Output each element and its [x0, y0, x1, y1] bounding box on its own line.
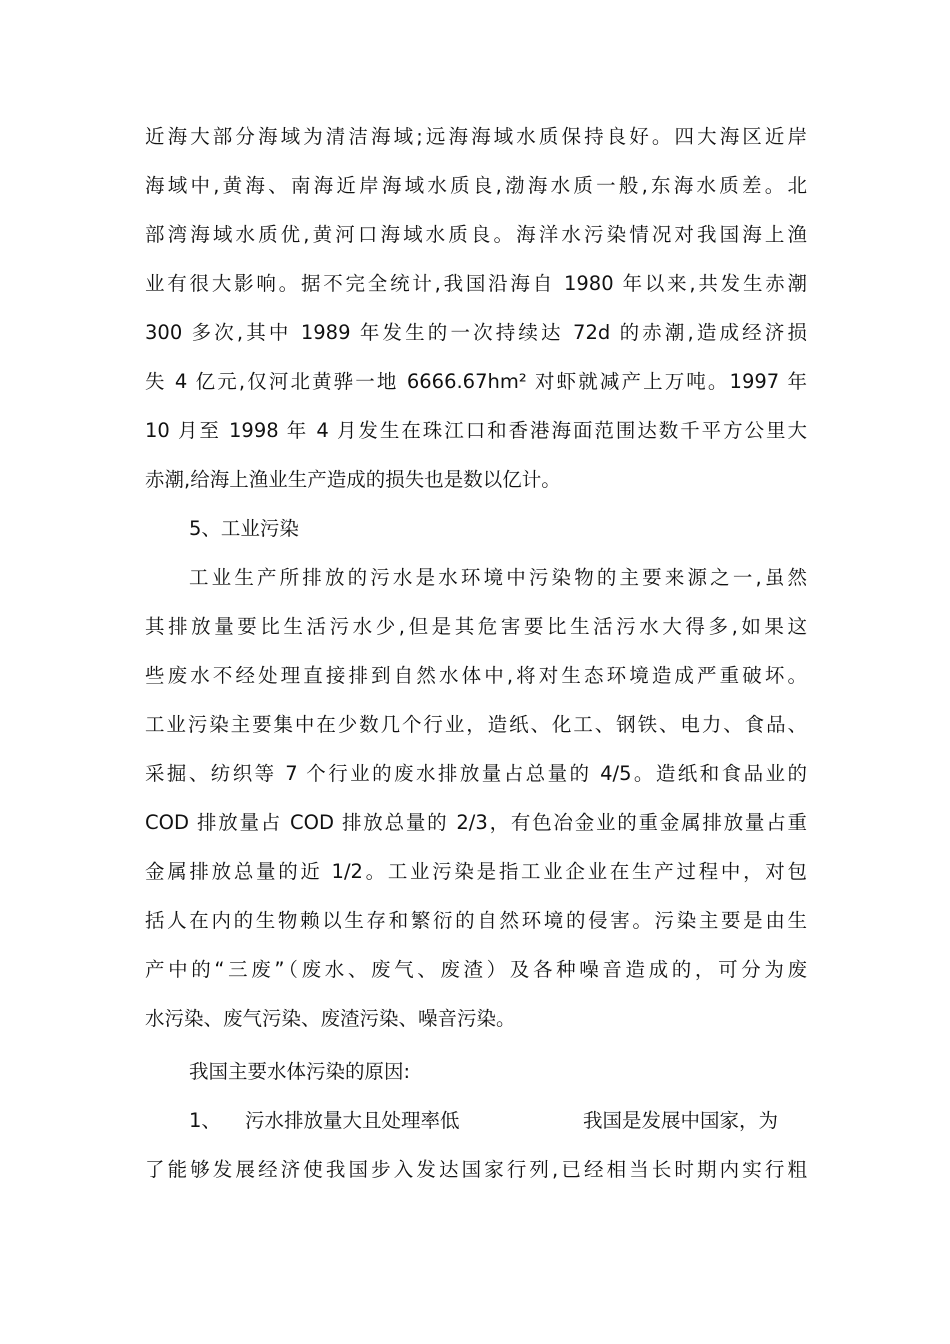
section-heading-industrial-pollution: 5、工业污染 [189, 517, 299, 540]
paragraph-line: 近海大部分海域为清洁海域;远海海域水质保持良好。四大海区近岸 [145, 125, 807, 148]
list-item-title: 污水排放量大且处理率低 [245, 1109, 460, 1132]
paragraph-marine-pollution [145, 112, 807, 504]
list-item-number: 1、 [189, 1109, 221, 1132]
paragraph-line: 水污染、废气污染、废渣污染、噪音污染。 [145, 1007, 516, 1030]
causes-heading: 我国主要水体污染的原因: [189, 1060, 411, 1083]
paragraph-line: 失 4 亿元,仅河北黄骅一地 6666.67hm² 对虾就减产上万吨。1997 年 [145, 370, 807, 393]
paragraph-line: 海域中,黄海、南海近岸海域水质良,渤海水质一般,东海水质差。北 [145, 174, 807, 197]
document-body [145, 112, 807, 1194]
paragraph-line: 业有很大影响。据不完全统计,我国沿海自 1980 年以来,共发生赤潮 [145, 272, 807, 295]
paragraph-line: 金属排放总量的近 1/2。工业污染是指工业企业在生产过程中，对包 [145, 860, 807, 883]
paragraph-line: 括人在内的生物赖以生存和繁衍的自然环境的侵害。污染主要是由生 [145, 909, 807, 932]
paragraph-line: 产中的“三废”（废水、废气、废渣）及各种噪音造成的，可分为废 [145, 958, 807, 981]
paragraph-line: COD 排放量占 COD 排放总量的 2/3，有色冶金业的重金属排放量占重 [145, 811, 807, 834]
paragraph-line: 其排放量要比生活污水少,但是其危害要比生活污水大得多,如果这 [145, 615, 807, 638]
paragraph-line: 部湾海域水质优,黄河口海域水质良。海洋水污染情况对我国海上渔 [145, 223, 807, 246]
paragraph-line: 些废水不经处理直接排到自然水体中,将对生态环境造成严重破坏。 [145, 664, 807, 687]
paragraph-line: 10 月至 1998 年 4 月发生在珠江口和香港海面范围达数千平方公里大 [145, 419, 807, 442]
paragraph-industrial-pollution [145, 553, 807, 1043]
paragraph-line: 工业污染主要集中在少数几个行业，造纸、化工、钢铁、电力、食品、 [145, 713, 807, 736]
paragraph-line: 工业生产所排放的污水是水环境中污染物的主要来源之一,虽然 [189, 566, 807, 589]
paragraph-line: 采掘、纺织等 7 个行业的废水排放量占总量的 4/5。造纸和食品业的 [145, 762, 807, 785]
list-item-1 [145, 1096, 807, 1145]
paragraph-line: 赤潮,给海上渔业生产造成的损失也是数以亿计。 [145, 468, 561, 491]
list-item-continuation: 了能够发展经济使我国步入发达国家行列,已经相当长时期内实行粗 [145, 1158, 807, 1181]
list-item-text: 我国是发展中国家，为 [583, 1109, 779, 1132]
paragraph-line: 300 多次,其中 1989 年发生的一次持续达 72d 的赤潮,造成经济损 [145, 321, 807, 344]
